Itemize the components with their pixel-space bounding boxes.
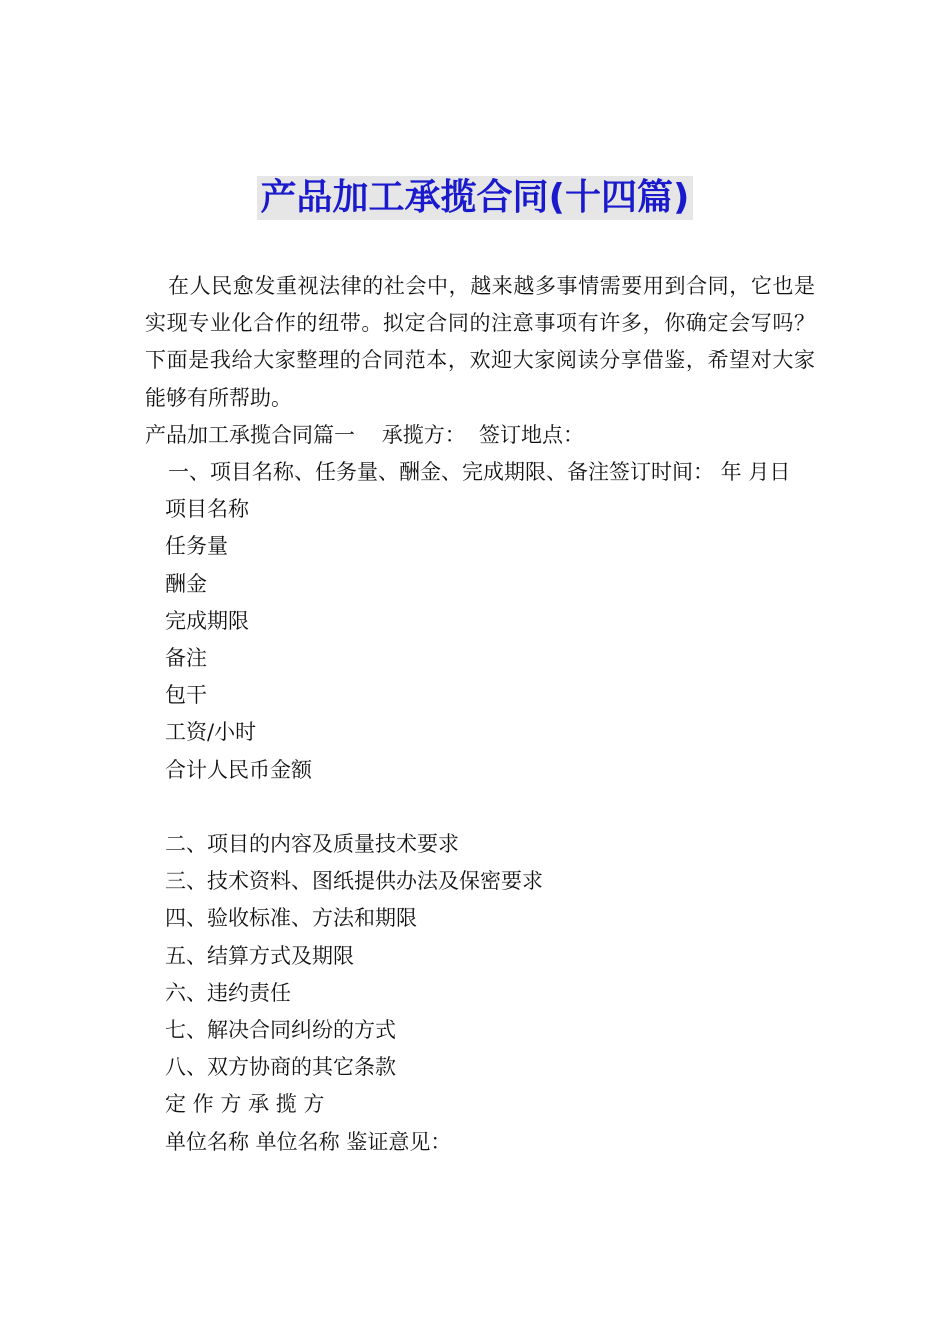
intro-paragraph: 在人民愈发重视法律的社会中，越来越多事情需要用到合同，它也是实现专业化合作的纽带。拟定合同的注意事项有许多，你确定会写吗？下面是我给大家整理的合同范本，欢迎大家阅读分享借鉴，希望对大家能够有所帮助。 [145,274,815,410]
section-one: 一、项目名称、任务量、酬金、完成期限、备注签订时间： 年 月日 [168,460,791,485]
contract-heading-line: 产品加工承揽合同篇一 承揽方： 签订地点： [145,422,585,447]
section-five: 五、结算方式及期限 [165,943,354,968]
section-eight: 八、双方协商的其它条款 [165,1055,396,1080]
field-hourly-wage: 工资/小时 [165,720,257,745]
document-body [145,268,815,1161]
document-title: 产品加工承揽合同(十四篇) [257,176,694,220]
section-two: 二、项目的内容及质量技术要求 [165,832,459,857]
signature-units: 单位名称 单位名称 鉴证意见： [165,1129,452,1154]
section-four: 四、验收标准、方法和期限 [165,906,417,931]
field-total-amount: 合计人民币金额 [165,757,312,782]
section-six: 六、违约责任 [165,980,291,1005]
field-remuneration: 酬金 [165,571,207,596]
title-wrapper [0,176,950,220]
field-deadline: 完成期限 [165,608,249,633]
section-three: 三、技术资料、图纸提供办法及保密要求 [165,869,543,894]
field-remarks: 备注 [165,646,207,671]
signature-parties: 定 作 方 承 揽 方 [165,1092,325,1117]
field-workload: 任务量 [165,534,228,559]
section-seven: 七、解决合同纠纷的方式 [165,1018,396,1043]
field-lump-sum: 包干 [165,683,207,708]
blank-line [145,789,815,826]
field-project-name: 项目名称 [165,497,249,522]
